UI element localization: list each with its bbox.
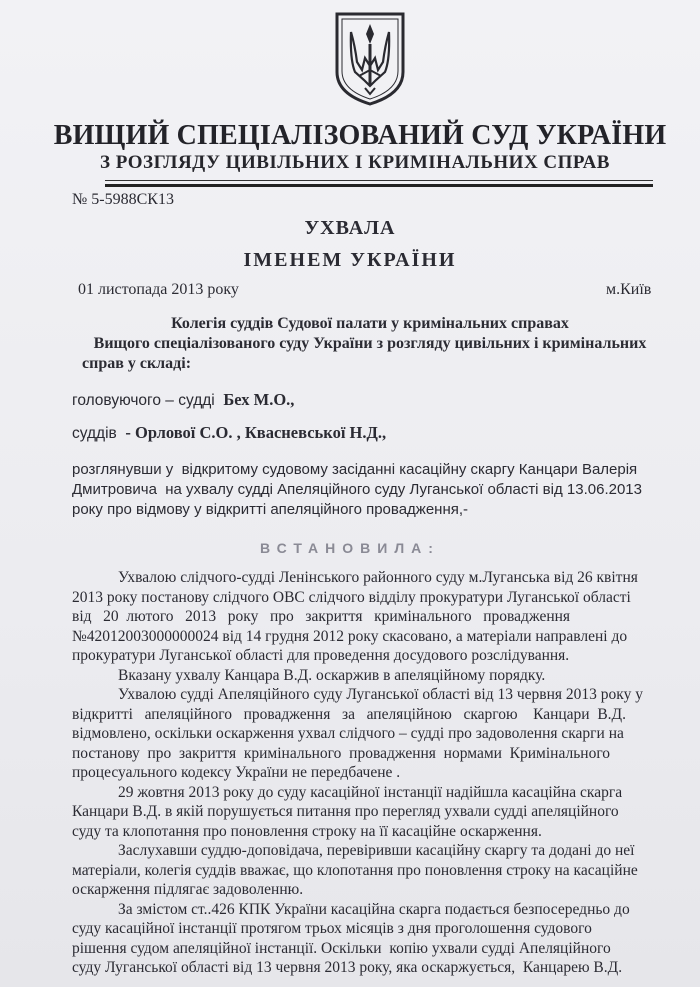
paragraph-line: розглянувши у відкритому судовому засіданні касаційну скаргу Канцари Валерія: [72, 461, 638, 478]
considered-paragraph: [72, 460, 672, 520]
judges-label: суддів: [72, 425, 117, 442]
body-line: За змістом ст..426 КПК України касаційна скарга подається безпосередньо до: [118, 900, 630, 918]
presiding-label: головуючого – судді: [72, 392, 215, 409]
body-line: відкритті апеляційного провадження за апеляційною скаргою Канцари В.Д.: [72, 705, 627, 723]
paragraph-line: року про відмову у відкритті апеляційного провадження,-: [72, 501, 469, 518]
paragraph-line: Дмитровича на ухвалу судді Апеляційного суду Луганської області від 13.06.2013: [72, 481, 642, 498]
court-subtitle: З РОЗГЛЯДУ ЦИВІЛЬНИХ І КРИМІНАЛЬНИХ СПРАВ: [99, 152, 610, 173]
board-heading-line: справ у складі:: [82, 355, 192, 372]
document-subtitle: ІМЕНЕМ УКРАЇНИ: [243, 249, 457, 271]
body-line: рішення судом апеляційної інстанції. Оскільки копію ухвали судді Апеляційного: [72, 939, 611, 957]
panel-judges: [72, 423, 386, 443]
body-line: Канцари В.Д. в якій порушується питання про перегляд ухвали судді апеляційного: [72, 803, 619, 820]
body-line: суду касаційної інстанції протягом трьох місяців з дня проголошення судового: [72, 920, 592, 937]
case-number: № 5-5988СК13: [72, 191, 174, 208]
header-divider-thick: [105, 184, 653, 187]
body-line: процесуального кодексу України не передбачене .: [72, 764, 401, 781]
board-heading-line: Колегія суддів Судової палати у кримінальних справах: [171, 315, 569, 332]
presiding-judge: [72, 390, 294, 410]
document-city: м.Київ: [606, 281, 652, 298]
body-line: Заслухавши суддю-доповідача, перевіривши касаційну скаргу та додані до неї: [118, 842, 635, 859]
body-line: матеріали, колегія суддів вважає, що клопотання про поновлення строку на касаційне: [72, 861, 638, 879]
board-heading: [80, 314, 660, 374]
document-type-title: УХВАЛА: [304, 217, 396, 239]
body-line: №42012003000000024 від 14 грудня 2012 року скасовано, а матеріали направлені до: [72, 627, 628, 645]
body-line: постанову про закриття кримінального провадження нормами Кримінального: [72, 744, 611, 762]
body-line: Ухвалою слідчого-судді Ленінського районного суду м.Луганська від 26 квітня: [118, 569, 638, 586]
body-line: суду Луганської області від 13 червня 2013 року, яка оскаржується, Канцарею В.Д.: [72, 959, 623, 976]
board-heading-line: Вищого спеціалізованого суду України з розгляду цивільних і кримінальних: [93, 335, 647, 352]
ruling-body: [72, 568, 672, 978]
body-line: оскарження підлягає задоволенню.: [72, 881, 304, 898]
trident-coat-of-arms-icon: [333, 10, 407, 106]
body-line: Вказану ухвалу Канцара В.Д. оскаржив в апеляційному порядку.: [118, 666, 546, 684]
body-line: суду та клопотання про поновлення строку на її касаційне оскарження.: [72, 822, 542, 840]
body-line: від 20 лютого 2013 року про закриття кримінального провадження: [72, 608, 571, 625]
established-heading: ВСТАНОВИЛА:: [260, 540, 440, 556]
document-date: 01 листопада 2013 року: [78, 281, 239, 298]
body-line: прокуратури Луганської області для проведення досудового розслідування.: [72, 647, 570, 664]
body-line: відмовлено, оскільки оскарження ухвал слідчого – судді про задоволення скарги на: [72, 725, 624, 742]
header-divider-thin: [105, 180, 653, 181]
body-line: 2013 року постанову слідчого ОВС слідчого відділу прокуратури Луганської області: [72, 588, 631, 606]
presiding-name: Бех М.О.,: [223, 390, 295, 409]
body-line: Ухвалою судді Апеляційного суду Луганської області від 13 червня 2013 року у: [118, 686, 643, 703]
judges-names: - Орлової С.О. , Квасневської Н.Д.,: [125, 423, 387, 442]
body-line: 29 жовтня 2013 року до суду касаційної інстанції надійшла касаційна скарга: [118, 783, 623, 801]
court-name: ВИЩИЙ СПЕЦІАЛІЗОВАНИЙ СУД УКРАЇНИ: [53, 120, 667, 151]
